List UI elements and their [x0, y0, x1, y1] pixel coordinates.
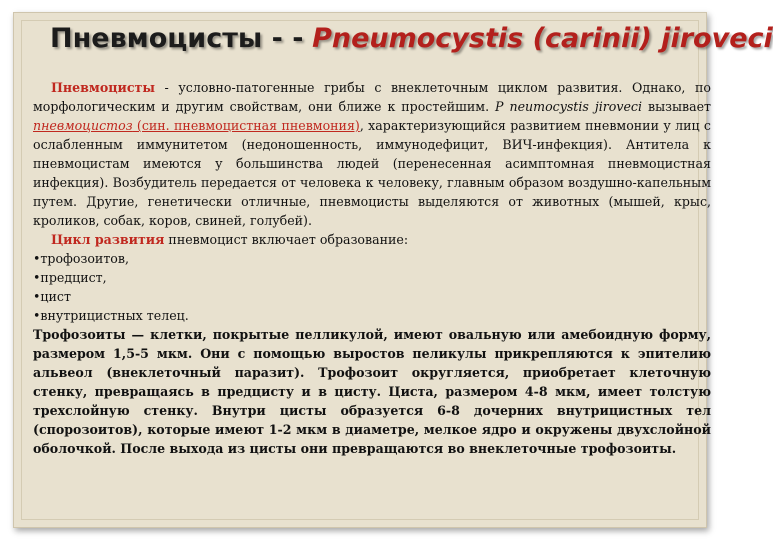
- species-name: P neumocystis jiroveci: [495, 99, 643, 114]
- term-cycle: Цикл развития: [51, 232, 165, 247]
- list-item: •внутрицистных телец.: [33, 308, 189, 323]
- intro-text-c: , характеризующийся развитием пневмонии у лиц с ослабленным иммунитетом (недоношенность, иммунодефицит, ВИЧ-инфекция). Антитела к пневмоцистам имеются у большинства людей (перенесенная асимптомная пневмоцистная инфекция). Возбудитель передается от человека к человеку, главным образом воздушно-капельным путем. Другие, генетически отличные, пневмоцисты выделяются от животных (мышей, крыс, кроликов, собак, коров, свиней, голубей).: [33, 118, 711, 228]
- intro-text-b: вызывает: [642, 99, 712, 114]
- cycle-heading: [33, 230, 711, 249]
- intro-text-a: - условно-патогенные грибы с внеклеточным циклом развития. Однако, по морфологическим и другим свойствам, они ближе к простейшим.: [33, 80, 711, 114]
- disease-link: пневмоцистоз: [33, 118, 133, 133]
- title-russian: Пневмоцисты - -: [50, 23, 304, 54]
- cycle-text: пневмоцист включает образование:: [164, 232, 409, 247]
- paragraph-trophozoites: Трофозоиты — клетки, покрытые пелликулой, имеют овальную или амебоидную форму, размером 1,5-5 мкм. Они с помощью выростов пеликулы прикрепляются к эпителию альвеол (внеклеточный паразит). Трофозоит округляется, приобретает клеточную стенку, превращаясь в предцисту и в цисту. Циста, размером 4-8 мкм, имеет толстую трехслойную стенку. Внутри цисты образуется 6-8 дочерних внутрицистных тел (спорозоитов), которые имеют 1-2 мкм в диаметре, мелкое ядро и окружены двухслойной оболочкой. После выхода из цисты они превращаются во внеклеточные трофозоиты.: [33, 327, 711, 456]
- list-item: •трофозоитов,: [33, 251, 129, 266]
- list-item: •предцист,: [33, 270, 107, 285]
- slide-body: [33, 78, 711, 458]
- title-latin: Pneumocystis (carinii) jiroveci: [312, 23, 773, 54]
- disease-synonym: (син. пневмоцистная пневмония): [132, 118, 360, 133]
- term-pneumocysts: Пневмоцисты: [51, 80, 155, 95]
- paragraph-intro: [33, 78, 711, 230]
- slide-title: [50, 22, 773, 56]
- list-item: •цист: [33, 289, 71, 304]
